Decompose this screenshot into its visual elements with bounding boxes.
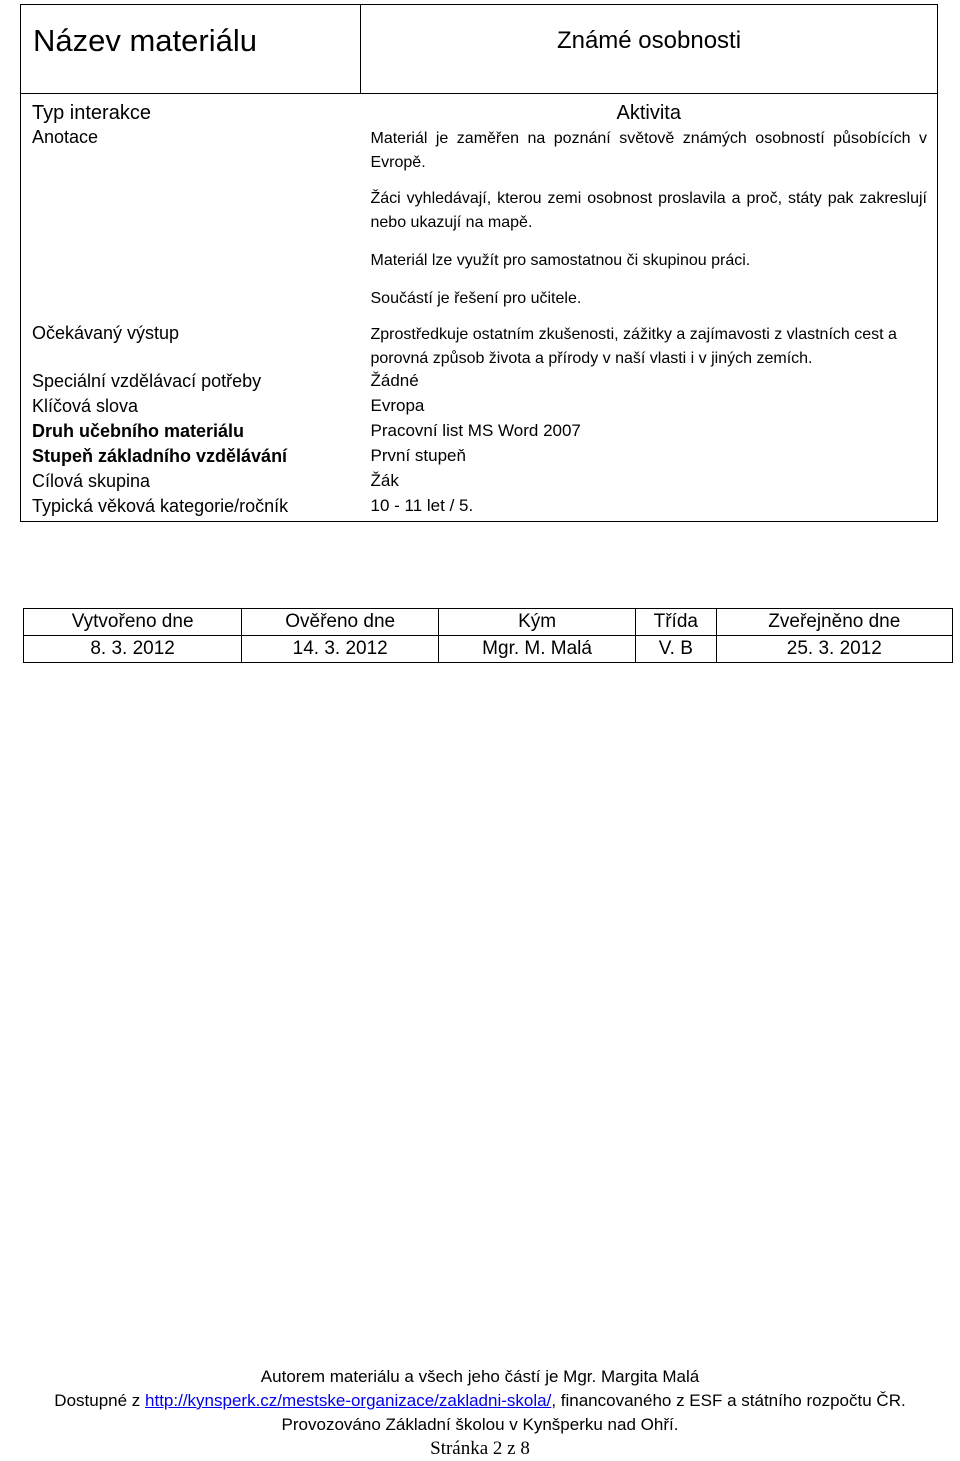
title-label: Název materiálu bbox=[21, 5, 361, 94]
title-row bbox=[21, 5, 938, 94]
meta-header-created: Vytvořeno dne bbox=[24, 609, 242, 636]
value-cilova: Žák bbox=[361, 471, 938, 496]
label-druh: Druh učebního materiálu bbox=[21, 421, 361, 446]
meta-value-class: V. B bbox=[636, 636, 717, 663]
footer-author: Autorem materiálu a všech jeho částí je Mgr. Margita Malá bbox=[260, 1367, 700, 1386]
row-specialni bbox=[21, 371, 938, 396]
meta-value-by: Mgr. M. Malá bbox=[439, 636, 636, 663]
value-vekova: 10 - 11 let / 5. bbox=[361, 496, 938, 522]
meta-value-created: 8. 3. 2012 bbox=[24, 636, 242, 663]
meta-value-verified: 14. 3. 2012 bbox=[242, 636, 439, 663]
label-ocekavany-vystup: Očekávaný výstup bbox=[21, 317, 361, 371]
label-specialni: Speciální vzdělávací potřeby bbox=[21, 371, 361, 396]
row-ocekavany-vystup bbox=[21, 317, 938, 371]
row-vekova bbox=[21, 496, 938, 522]
value-druh: Pracovní list MS Word 2007 bbox=[361, 421, 938, 446]
row-druh bbox=[21, 421, 938, 446]
page-footer bbox=[0, 1365, 960, 1461]
value-typ-interakce: Aktivita bbox=[361, 94, 938, 126]
label-anotace: Anotace bbox=[21, 125, 361, 317]
meta-header-class: Třída bbox=[636, 609, 717, 636]
value-specialni: Žádné bbox=[361, 371, 938, 396]
page-number: Stránka 2 z 8 bbox=[430, 1438, 530, 1459]
value-stupen: První stupeň bbox=[361, 446, 938, 471]
label-cilova: Cílová skupina bbox=[21, 471, 361, 496]
anotace-paragraph: Žáci vyhledávají, kterou zemi osobnost proslavila a proč, státy pak zakreslují nebo ukazují na mapě. bbox=[370, 190, 927, 231]
label-vekova: Typická věková kategorie/ročník bbox=[21, 496, 361, 522]
row-typ-interakce bbox=[21, 94, 938, 126]
label-typ-interakce: Typ interakce bbox=[21, 94, 361, 126]
footer-availability bbox=[0, 1389, 960, 1413]
material-title: Známé osobnosti bbox=[361, 5, 938, 94]
footer-availability-prefix: Dostupné z bbox=[54, 1391, 146, 1410]
anotace-paragraph: Materiál lze využít pro samostatnou či skupinou práci. bbox=[370, 252, 751, 269]
meta-value-published: 25. 3. 2012 bbox=[716, 636, 952, 663]
meta-header-by: Kým bbox=[439, 609, 636, 636]
label-stupen: Stupeň základního vzdělávání bbox=[21, 446, 361, 471]
row-anotace bbox=[21, 125, 938, 317]
footer-source-link[interactable]: http://kynsperk.cz/mestske-organizace/zakladni-skola/ bbox=[145, 1391, 552, 1410]
metadata-value-row bbox=[24, 636, 953, 663]
footer-operator: Provozováno Základní školou v Kynšperku nad Ohří. bbox=[281, 1415, 679, 1434]
material-info-table bbox=[20, 4, 938, 522]
metadata-header-row bbox=[24, 609, 953, 636]
value-anotace bbox=[361, 125, 938, 317]
anotace-paragraph: Součástí je řešení pro učitele. bbox=[370, 290, 582, 307]
meta-header-published: Zveřejněno dne bbox=[716, 609, 952, 636]
meta-header-verified: Ověřeno dne bbox=[242, 609, 439, 636]
metadata-table bbox=[23, 608, 953, 663]
footer-availability-suffix: , financovaného z ESF a státního rozpočtu ČR. bbox=[551, 1391, 906, 1410]
anotace-paragraph: Materiál je zaměřen na poznání světově známých osobností působících v Evropě. bbox=[370, 130, 927, 171]
value-klicova-slova: Evropa bbox=[361, 396, 938, 421]
label-klicova-slova: Klíčová slova bbox=[21, 396, 361, 421]
row-cilova bbox=[21, 471, 938, 496]
value-ocekavany-vystup: Zprostředkuje ostatním zkušenosti, zážitky a zajímavosti z vlastních cest a porovná způsob života a přírody v naší vlasti i v jiných zemích. bbox=[361, 317, 938, 371]
row-klicova-slova bbox=[21, 396, 938, 421]
row-stupen bbox=[21, 446, 938, 471]
material-info-sheet bbox=[20, 4, 938, 522]
